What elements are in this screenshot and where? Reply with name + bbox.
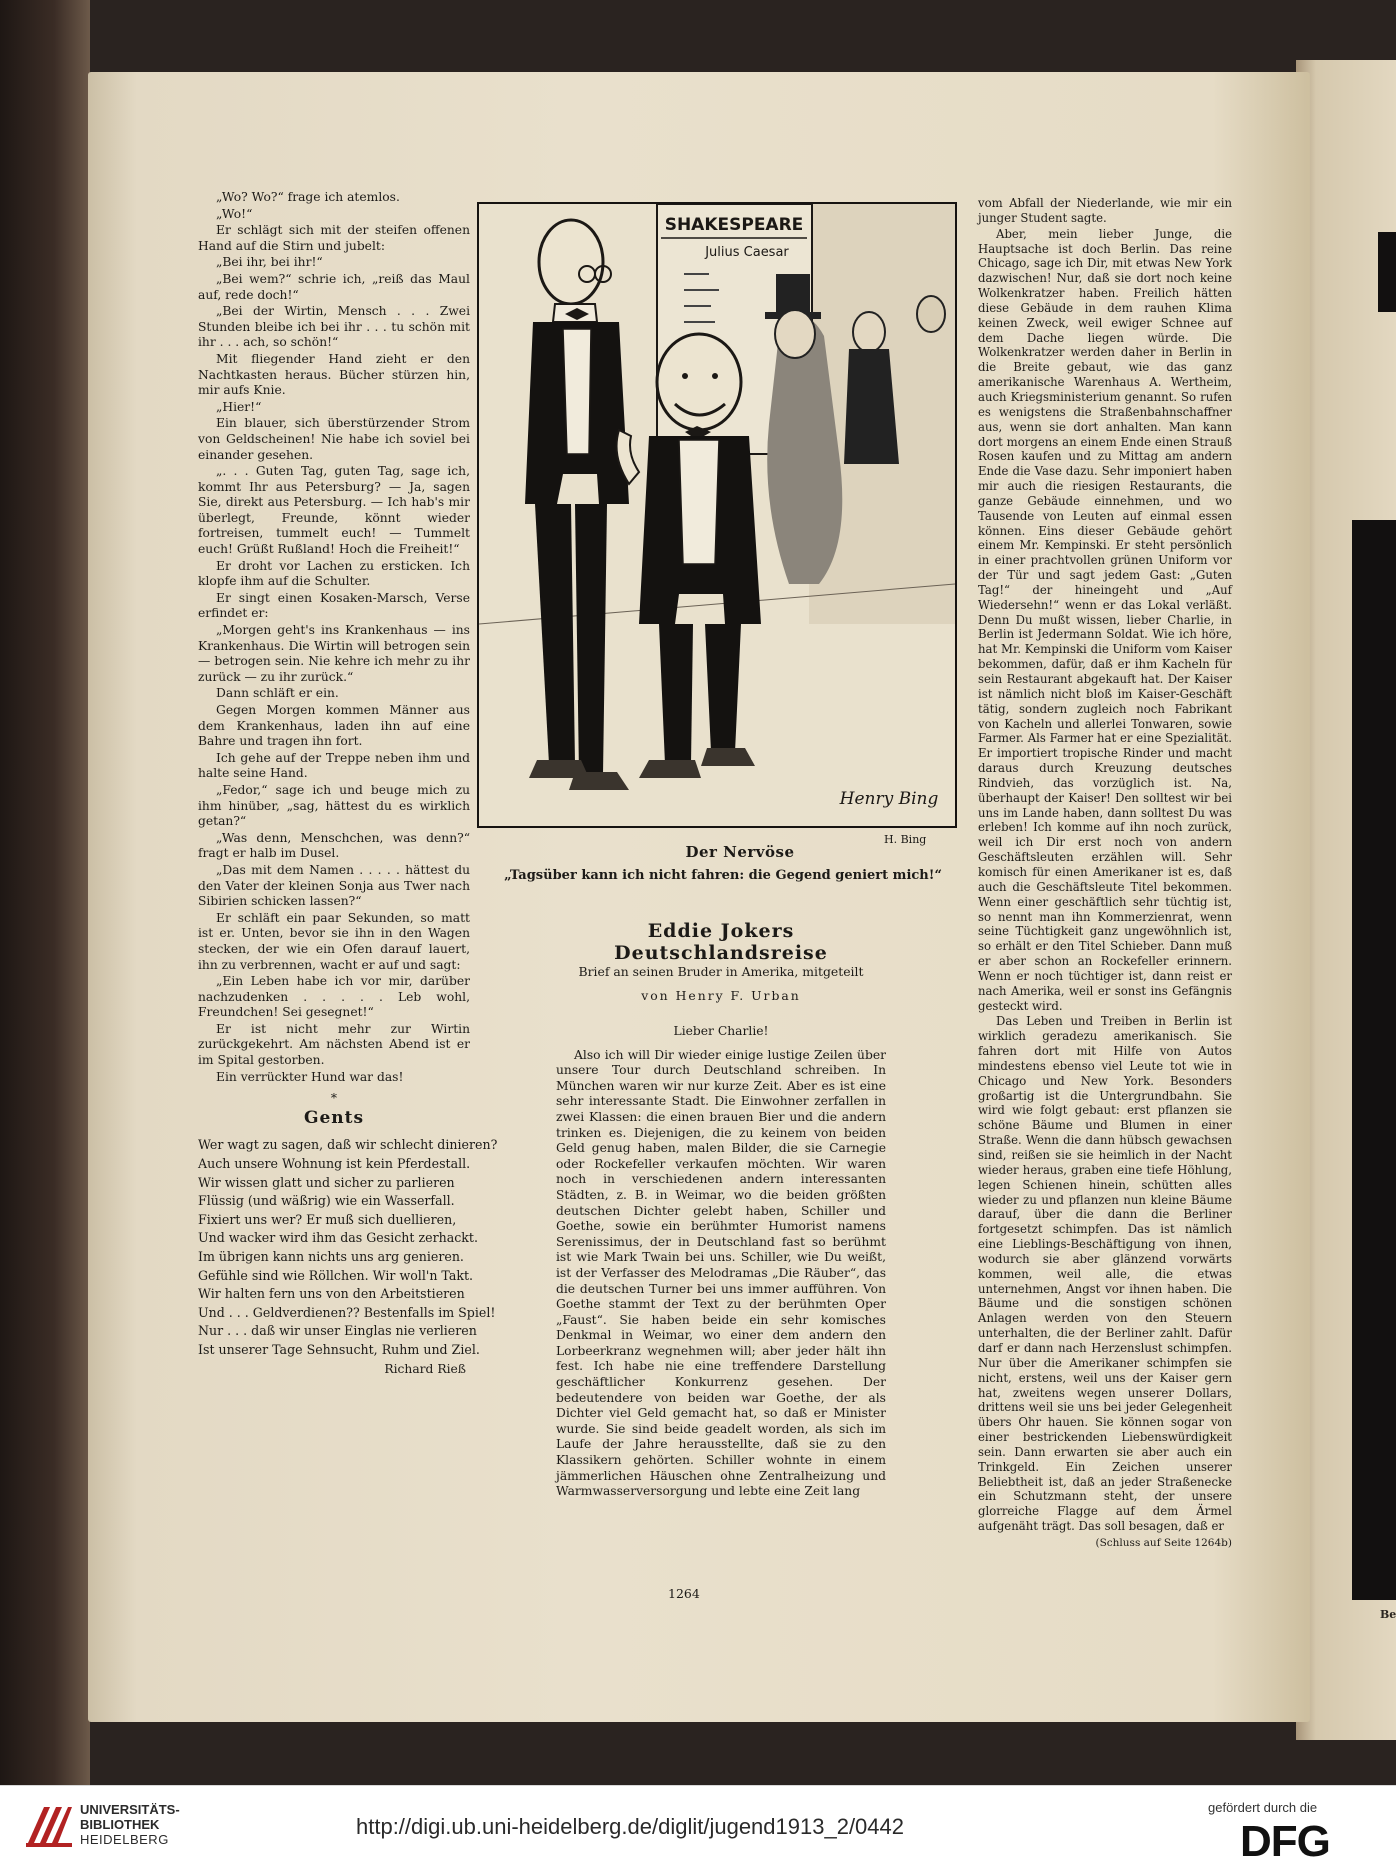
poem-line: Wir wissen glatt und sicher zu parlieren: [198, 1174, 455, 1190]
left-paragraph: „Was denn, Menschchen, was denn?“ fragt er halb im Dusel.: [198, 830, 470, 861]
poem-line: Nur . . . daß wir unser Einglas nie verlieren: [198, 1323, 477, 1339]
poem-line: Auch unsere Wohnung ist kein Pferdestall.: [198, 1156, 471, 1172]
poem-line: Gefühle sind wie Röllchen. Wir woll'n Takt.: [198, 1267, 474, 1283]
illustration: [477, 202, 957, 828]
viewer-footer: [0, 1785, 1396, 1872]
left-paragraph: „Bei ihr, bei ihr!“: [216, 255, 323, 270]
left-paragraph: Ich gehe auf der Treppe neben ihm und halte seine Hand.: [198, 750, 470, 781]
article-paragraph: Das Leben und Treiben in Berlin ist wirklich geradezu amerikanisch. Sie fahren dort mit Hilfe von Autos mindestens ebenso viel Leute tot wie in Chicago und New York. Besonders großartig ist die Untergrundbahn. Sie wird wie folgt gebaut: erst pflanzen sie schöne Bäume und Blumen in einer Straße. Wenn die dann hübsch gewachsen sind, reißen sie sie heimlich in der Nacht wieder heraus, graben eine tiefe Höhlung, legen Schienen hinein, schütten alles wieder zu und pflanzen nun kleine Bäume darauf, über die dann die Berliner fortgesetzt schimpfen. Das ist nämlich eine Lieblings-Beschäftigung von ihnen, wodurch sie aber glänzend vorwärts kommen, weil alle, die etwas unternehmen, Angst vor ihnen haben. Die Bäume und die sonstigen schönen Anlagen werden von den Steuern unterhalten, die der Berliner zahlt. Dafür darf er dann nach Herzenslust schimpfen. Nur über die Amerikaner schimpfen sie nicht, erstens, weil uns der Kaiser gern hat, zweitens wegen unserer Dollars, drittens weil sie uns bei jeder Gelegenheit übers Ohr hauen. Sie können sogar von einer bestrickenden Liebenswürdigkeit sein. Dann erwarten sie aber auch ein Trinkgeld. Ein Zeichen unserer Beliebtheit ist, daß an jeder Straßenecke ein Schutzmann steht, der unsere glorreiche Flagge auf dem Ärmel aufgenäht trägt. Das soll besagen, daß er: [978, 1014, 1232, 1534]
article-subtitle: Brief an seinen Bruder in Amerika, mitgeteilt: [578, 964, 864, 979]
illustration-caption: „Tagsüber kann ich nicht fahren: die Gegend geniert mich!“: [504, 868, 942, 883]
permalink-url[interactable]: http://digi.ub.uni-heidelberg.de/diglit/jugend1913_2/0442: [356, 1814, 904, 1839]
illustration-credit: H. Bing: [884, 833, 927, 846]
article-byline: von Henry F. Urban: [641, 988, 801, 1003]
poem-line: Und wacker wird ihm das Gesicht zerhackt.: [198, 1230, 478, 1246]
left-paragraph: Er schlägt sich mit der steifen offenen Hand auf die Stirn und jubelt:: [198, 223, 470, 253]
left-paragraph: Er schläft ein paar Sekunden, so matt ist er. Unten, bevor sie ihn in den Wagen stecken, der wie ein Ofen darauf lauert, ihn zu verbrennen, wacht er auf und sagt:: [198, 910, 470, 972]
book-spine: [0, 0, 90, 1785]
section-separator: *: [330, 1091, 338, 1106]
article-paragraph: vom Abfall der Niederlande, wie mir ein junger Student sagte.: [978, 196, 1232, 225]
poem-line: Flüssig (und wäßrig) wie ein Wasserfall.: [198, 1193, 455, 1209]
artist-signature: Henry Bing: [839, 789, 939, 809]
left-paragraph: Er singt einen Kosaken-Marsch, Verse erfindet er:: [198, 590, 470, 621]
library-name-line: HEIDELBERG: [80, 1832, 169, 1847]
article-paragraph: Aber, mein lieber Junge, die Hauptsache ist doch Berlin. Das reine Chicago, sage ich Dir, mit etwas New York dazwischen! Nur, daß sie dort noch keine Wolkenkratzer haben. Freilich hätten diese Gebäude in dem rauhen Klima keinen Zweck, weil ewiger Schnee auf dem Dache liegen würde. Die Wolkenkratzer werden daher in Berlin in die Breite gebaut, wie das ganz amerikanische Warenhaus A. Wertheim, auch Kriegsministerium genannt. So rufen es wenigstens die Straßenbahnschaffner aus, wenn sie dort anhalten. Man kann dort morgens an einem Ende einen Strauß Rosen kaufen und zu Mittag am andern Ende die Vase dazu. Sehr imponiert haben mir auch die riesigen Restaurants, die ganze Gebäude einnehmen, und wo Tausende von Leuten auf einmal essen können. Eins dieser Gebäude gehört einem Mr. Kempinski. Er steht persönlich in einer prachtvollen grünen Uniform vor der Tür und sagt jedem Gast: „Guten Tag!“ der hineingeht und „Auf Wiedersehn!“ wenn er das Lokal verläßt. Denn Du mußt wissen, lieber Charlie, in Berlin ist Jedermann Soldat. Wie ich höre, hat Mr. Kempinski die Uniform vom Kaiser bekommen, dafür, daß er ihm Kacheln für sein Restaurant abgekauft hat. Der Kaiser ist nämlich nicht bloß im Kaiser-Geschäft tätig, sondern zugleich noch Fabrikant von Kacheln und allerlei Tonwaren, sowie Farmer. Als Farmer hat er eine Spezialität. Er importiert tropische Rinder und macht daraus durch Kreuzung deutsches Rindvieh, das vorzüglich ist. Na, überhaupt der Kaiser! Den solltest wir bei uns im Lande haben, dann solltest Du was erleben! Ich komme auf ihn noch zurück, weil ich Dir erst noch von andern Geschäftsleuten erzählen will. Sehr komisch für einen Amerikaner ist es, daß auch die Geschäftsleute Titel bekommen. Wenn einer geschäftlich sehr tüchtig ist, so nennt man ihn Kommerzienrat, wenn seine Tüchtigkeit ganz ungewöhnlich ist, so erhält er den Titel Schieber. Dann muß er aber schon an Rockefeller erinnern. Wenn er noch tüchtiger ist, dann reist er nach Amerika, weil er sonst ins Gefängnis gesteckt wird.: [978, 226, 1232, 1013]
poster-subtitle: Julius Caesar: [705, 245, 789, 260]
poem-line: Wir halten fern uns von den Arbeitstieren: [198, 1286, 465, 1302]
poem-author: Richard Rieß: [384, 1361, 466, 1376]
right-column: [978, 196, 1232, 1551]
middle-column: [556, 1024, 886, 1501]
left-paragraph: Gegen Morgen kommen Männer aus dem Krankenhaus, laden ihn auf eine Bahre und tragen ihn fort.: [198, 703, 470, 749]
left-paragraph: „Das mit dem Namen . . . . . hättest du den Vater der kleinen Sonja aus Twer nach Sibirien schicken lassen?“: [198, 862, 470, 909]
poem-line: Im übrigen kann nichts uns arg genieren.: [198, 1249, 464, 1264]
continuation-note: (Schluss auf Seite 1264b): [1095, 1536, 1232, 1549]
left-column-text: [198, 190, 470, 1085]
dfg-logo[interactable]: DFG: [1240, 1817, 1330, 1866]
illustration-title: Der Nervöse: [685, 843, 795, 861]
letter-greeting: Lieber Charlie!: [673, 1024, 769, 1038]
left-paragraph: Ein blauer, sich überstürzender Strom von Geldscheinen! Nie habe ich soviel bei einander gesehen.: [198, 416, 470, 462]
left-paragraph: „. . . Guten Tag, guten Tag, sage ich, kommt Ihr aus Petersburg? — Ja, sagen Sie, direkt aus Petersburg. — Ich hab's mir überlegt, Freunde, könnt wieder fortreisen, tummelt euch! — Tummelt euch! Grüßt Rußland! Hoch die Freiheit!“: [198, 464, 470, 557]
poster-title: SHAKESPEARE: [664, 215, 804, 235]
middle-column-text: [556, 1048, 886, 1500]
article-paragraph: Also ich will Dir wieder einige lustige Zeilen über unsere Tour durch Deutschland schreiben. In München waren wir nur kurze Zeit. Aber es ist eine sehr interessante Stadt. Die Einwohner zerfallen in zwei Klassen: die einen brauen Bier und die andern trinken es. Diejenigen, die zu keinem von beiden Geld genug haben, malen Bilder, die sie Carnegie oder Rockefeller verkaufen möchten. Wir waren noch in verschiedenen andern interessanten Städten, z. B. in Weimar, wo die beiden größten deutschen Dichter gelebt haben, Schiller und Goethe, sowie ein berühmter Humorist namens Serenissimus, der in Deutschland fast so berühmt ist wie Mark Twain bei uns. Schiller, wie Du weißt, ist der Verfasser des Melodramas „Die Räuber“, das die deutschen Turner bei uns immer aufführen. Von Goethe stammt der Text zu der berühmten Oper „Faust“. Sie haben beide ein sehr komisches Denkmal in Weimar, wo einer dem andern den Lorbeerkranz wegnehmen will; aber jeder hält ihn fest. Ich habe nie eine treffendere Darstellung geschäftlicher Konkurrenz gesehen. Der bedeutendere von beiden war Goethe, der als Dichter viel Geld gemacht hat, so daß er Minister wurde. Sie sind beide geadelt worden, als sich im Laufe der Jahre herausstellte, daß sie zu den Klassikern gehörten. Schiller wohnte in einem jämmerlichen Häuschen ohne Zentralheizung und Warmwasserversorgung und lebte eine Zeit lang: [556, 1047, 886, 1499]
poem-line: Und . . . Geldverdienen?? Bestenfalls im Spiel!: [198, 1304, 496, 1320]
left-paragraph: „Ein Leben habe ich vor mir, darüber nachzudenken . . . . . Leb wohl, Freundchen! Sei gesegnet!“: [198, 974, 470, 1020]
poem-line: Fixiert uns wer? Er muß sich duellieren,: [198, 1211, 457, 1227]
poem: [198, 1136, 498, 1359]
article-title: Eddie Jokers Deutschlandsreise: [614, 920, 828, 964]
library-name-line: UNIVERSITÄTS-: [80, 1802, 180, 1817]
left-paragraph: „Wo!“: [216, 206, 253, 221]
library-logo-icon[interactable]: [22, 1799, 74, 1851]
left-paragraph: Ein verrückter Hund war das!: [216, 1069, 404, 1084]
poem-title: Gents: [303, 1107, 365, 1128]
facing-page-fragment: Be: [1380, 1608, 1396, 1621]
poem-line: Wer wagt zu sagen, daß wir schlecht dinieren?: [198, 1137, 498, 1153]
left-paragraph: „Fedor,“ sage ich und beuge mich zu ihm hinüber, „sag, hättest du es wirklich getan?“: [198, 782, 470, 829]
left-paragraph: Er ist nicht mehr zur Wirtin zurückgekehrt. Am nächsten Abend ist er im Spital gestorben.: [198, 1021, 470, 1068]
left-paragraph: „Hier!“: [216, 399, 262, 414]
right-column-text: [978, 196, 1232, 1534]
left-paragraph: Dann schläft er ein.: [216, 686, 339, 701]
left-paragraph: Mit fliegender Hand zieht er den Nachtkasten heraus. Bücher stürzen hin, mir aufs Knie.: [198, 351, 470, 398]
left-paragraph: „Morgen geht's ins Krankenhaus — ins Krankenhaus. Die Wirtin will betrogen sein — betrogen sein. Nie kehre ich mehr zu ihr zurück — zu ihr zurück.“: [198, 623, 470, 684]
left-paragraph: Er droht vor Lachen zu ersticken. Ich klopfe ihm auf die Schulter.: [198, 558, 470, 589]
left-paragraph: „Bei der Wirtin, Mensch . . . Zwei Stunden bleibe ich bei ihr . . . tu schön mit ihr . . . ach, so schön!“: [198, 304, 470, 350]
cartoon-drawing: [479, 204, 955, 826]
left-paragraph: „Wo? Wo?“ frage ich atemlos.: [216, 190, 400, 204]
funding-note: gefördert durch die: [1208, 1800, 1318, 1815]
facing-page-print-block: [1352, 520, 1396, 1600]
page-number: 1264: [668, 1586, 700, 1601]
library-name[interactable]: [80, 1802, 180, 1847]
poem-line: Ist unserer Tage Sehnsucht, Ruhm und Ziel.: [198, 1341, 480, 1357]
library-name-line: BIBLIOTHEK: [80, 1817, 160, 1832]
left-paragraph: „Bei wem?“ schrie ich, „reiß das Maul auf, rede doch!“: [198, 271, 470, 302]
facing-page-print-block: [1378, 232, 1396, 312]
left-column: [198, 190, 498, 1377]
